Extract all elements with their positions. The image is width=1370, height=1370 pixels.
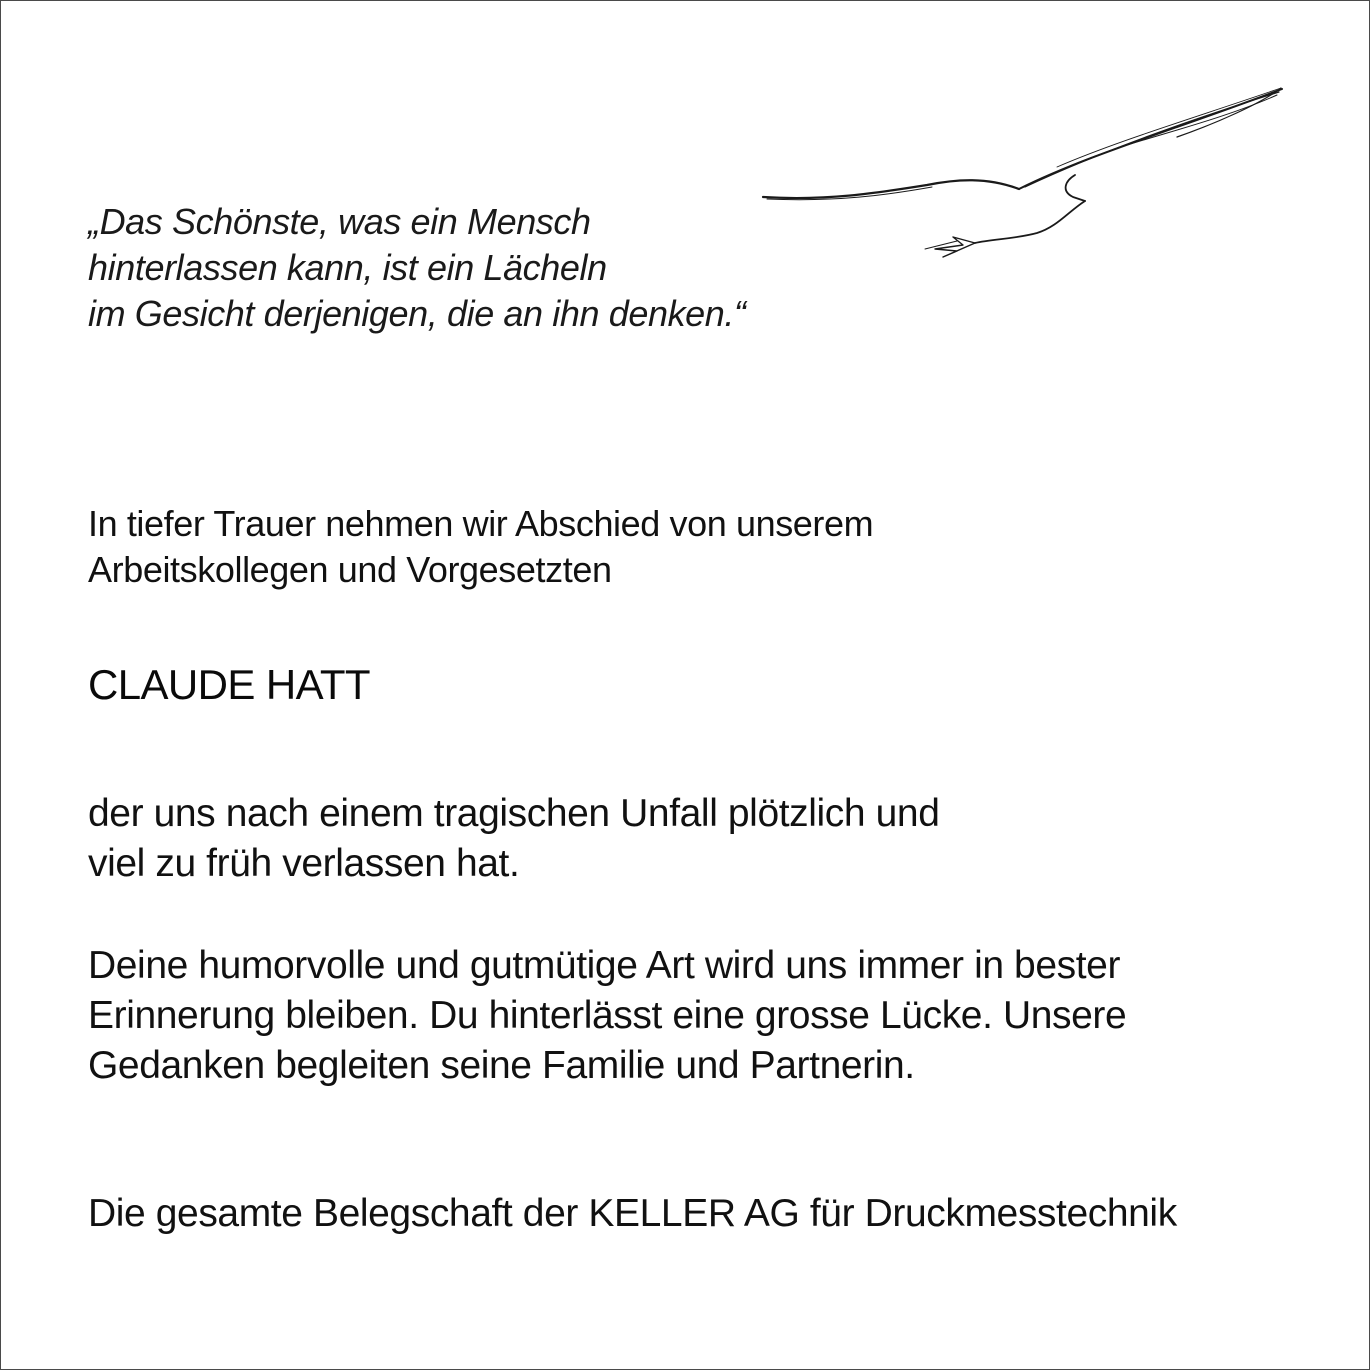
- paragraph-line: viel zu früh verlassen hat.: [88, 842, 520, 885]
- paragraph-line: Deine humorvolle und gutmütige Art wird uns immer in bester: [88, 944, 1121, 987]
- intro-text: [88, 501, 873, 593]
- paragraph-circumstances: [88, 789, 940, 889]
- quote-line: „Das Schönste, was ein Mensch: [88, 201, 591, 242]
- intro-line: Arbeitskollegen und Vorgesetzten: [88, 549, 612, 590]
- paragraph-remembrance: [88, 941, 1126, 1091]
- deceased-name: CLAUDE HATT: [88, 661, 370, 708]
- intro-line: In tiefer Trauer nehmen wir Abschied von unserem: [88, 503, 874, 544]
- flying-bird-icon: [757, 83, 1289, 263]
- paragraph-line: Erinnerung bleiben. Du hinterlässt eine grosse Lücke. Unsere: [88, 994, 1127, 1037]
- memorial-quote: [88, 199, 746, 337]
- quote-line: hinterlassen kann, ist ein Lächeln: [88, 247, 607, 288]
- paragraph-line: der uns nach einem tragischen Unfall plötzlich und: [88, 792, 940, 835]
- quote-line: im Gesicht derjenigen, die an ihn denken.“: [88, 293, 746, 334]
- paragraph-line: Gedanken begleiten seine Familie und Partnerin.: [88, 1044, 915, 1087]
- signature: Die gesamte Belegschaft der KELLER AG für Druckmesstechnik: [88, 1192, 1177, 1235]
